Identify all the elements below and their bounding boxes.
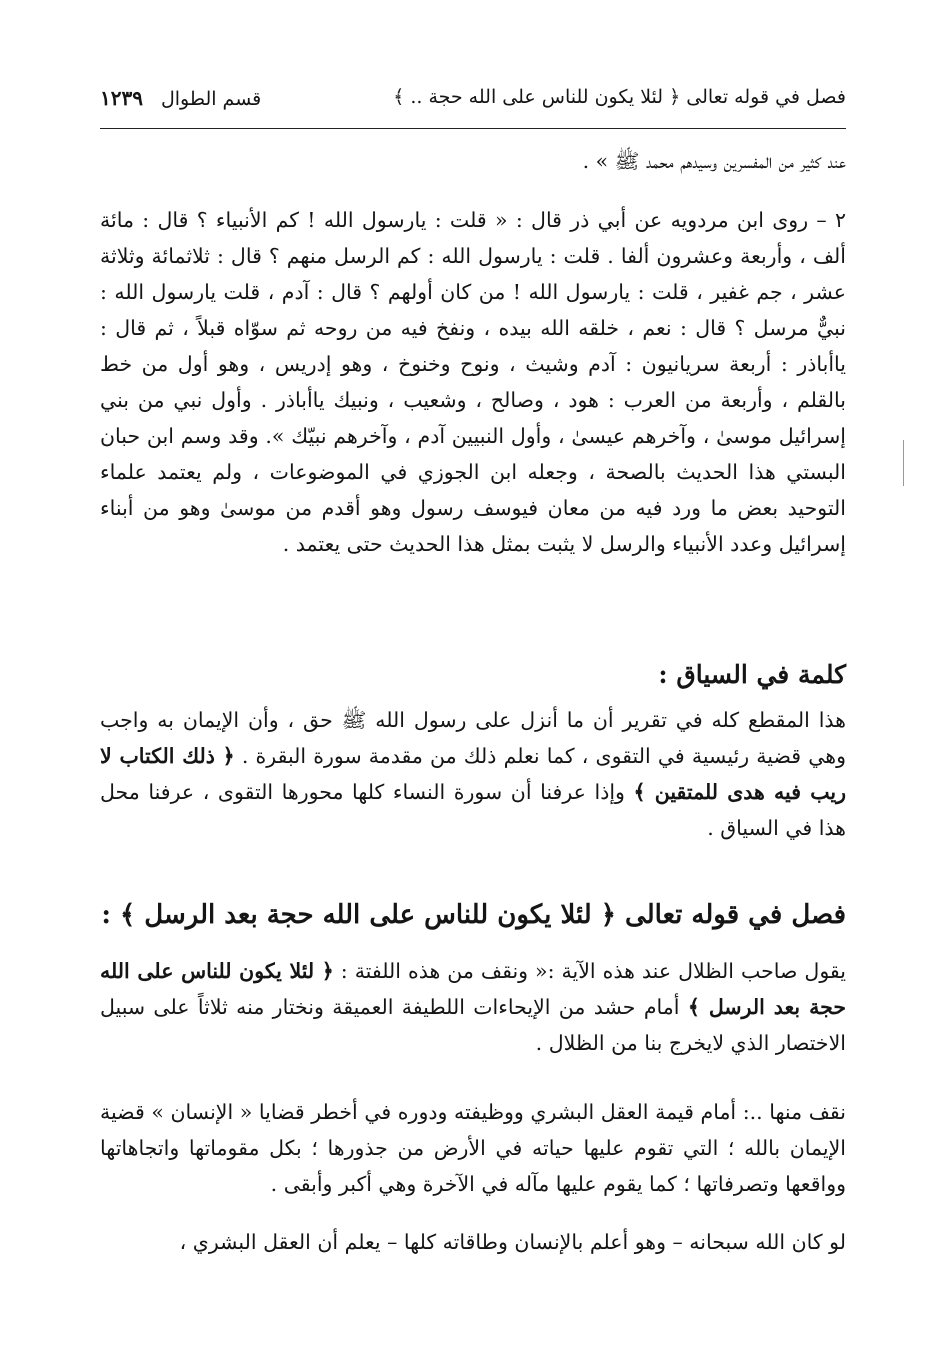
running-header xyxy=(100,86,846,116)
zilal-text-part-2: أمام حشد من الإيحاءات اللطيفة العميقة ونختار منه ثلاثاً على سبيل الاختصار الذي لايخرج بنا من الظلال . xyxy=(100,995,846,1055)
header-title: فصل في قوله تعالى ﴿ لئلا يكون للناس على الله حجة .. ﴾ xyxy=(393,86,846,108)
quran-verse-baqarah: ﴿ ذلك الكتاب لا ريب فيه هدى للمتقين ﴾ xyxy=(100,744,846,804)
hadith-paragraph: ٢ – روى ابن مردويه عن أبي ذر قال : « قلت : يارسول الله ! كم الأنبياء ؟ قال : مائة ألف ، وأربعة وعشرون ألفا . قلت : يارسول الله : كم الرسل منهم ؟ قال : ثلاثمائة وثلاثة عشر ، جم غفير ، قلت : يارسول الله ! من كان أولهم ؟ قال : آدم ، قلت يارسول الله : نبيٌّ مرسل ؟ قال : نعم ، خلقه الله بيده ، ونفخ فيه من روحه ثم سوّاه قبلاً ، ثم قال : ياأباذر : أربعة سريانيون : آدم وشيث ، ونوح وخنوخ ، وهو إدريس ، وهو أول من خط بالقلم ، وأربعة من العرب : هود ، وصالح ، وشعيب ، ونبيك ياأباذر . وأول نبي من بني إسرائيل موسىٰ ، وآخرهم عيسىٰ ، وأول النبيين آدم ، وآخرهم نبيّك ». وقد وسم ابن حبان البستي هذا الحديث بالصحة ، وجعله ابن الجوزي في الموضوعات ، ولم يعتمد علماء التوحيد بعض ما ورد فيه من معان فيوسف رسول وهو أقدم من موسىٰ وهو من أبناء إسرائيل وعدد الأنبياء والرسل لا يثبت بمثل هذا الحديث حتى يعتمد . xyxy=(100,208,846,556)
page-number: ١٢٣٩ xyxy=(100,86,143,110)
margin-mark xyxy=(903,440,904,486)
context-text-part-2: وإذا عرفنا أن سورة النساء كلها محورها التقوى ، عرفنا محل هذا في السياق . xyxy=(100,780,846,840)
intro-paragraph: عند كثير من المفسرين وسيدهم محمد ﷺ » . xyxy=(582,149,846,173)
context-heading: كلمة في السياق : xyxy=(658,660,846,689)
last-line-paragraph: لو كان الله سبحانه – وهو أعلم بالإنسان وطاقاته كلها – يعلم أن العقل البشري ، xyxy=(179,1230,846,1254)
header-section: قسم الطوال xyxy=(160,88,262,110)
reason-paragraph: نقف منها ..: أمام قيمة العقل البشري ووظيفته ودوره في أخطر قضايا « الإنسان » قضية الإيمان بالله ؛ التي تقوم عليها حياته في الأرض من جذورها ؛ بكل مقوماتها واتجاهاتها وواقعها وتصرفاتها ؛ كما يقوم عليها مآله في الآخرة وهي أكبر وأبقى . xyxy=(100,1100,846,1196)
context-paragraph xyxy=(100,702,846,846)
zilal-paragraph xyxy=(100,953,846,1061)
header-divider xyxy=(100,128,846,129)
quran-verse-hujja: ﴿ لئلا يكون للناس على الله حجة بعد الرسل ﴾ xyxy=(100,959,846,1019)
zilal-text-part-1: يقول صاحب الظلال عند هذه الآية :« ونقف من هذه اللفتة : xyxy=(333,959,846,983)
section-heading: فصل في قوله تعالى ﴿ لئلا يكون للناس على الله حجة بعد الرسل ﴾ : xyxy=(101,900,846,930)
header-section-and-page xyxy=(100,86,261,110)
context-text-part-1: هذا المقطع كله في تقرير أن ما أنزل على رسول الله ﷺ حق ، وأن الإيمان به واجب وهي قضية رئيسية في التقوى ، كما نعلم ذلك من مقدمة سورة البقرة . xyxy=(100,708,846,768)
